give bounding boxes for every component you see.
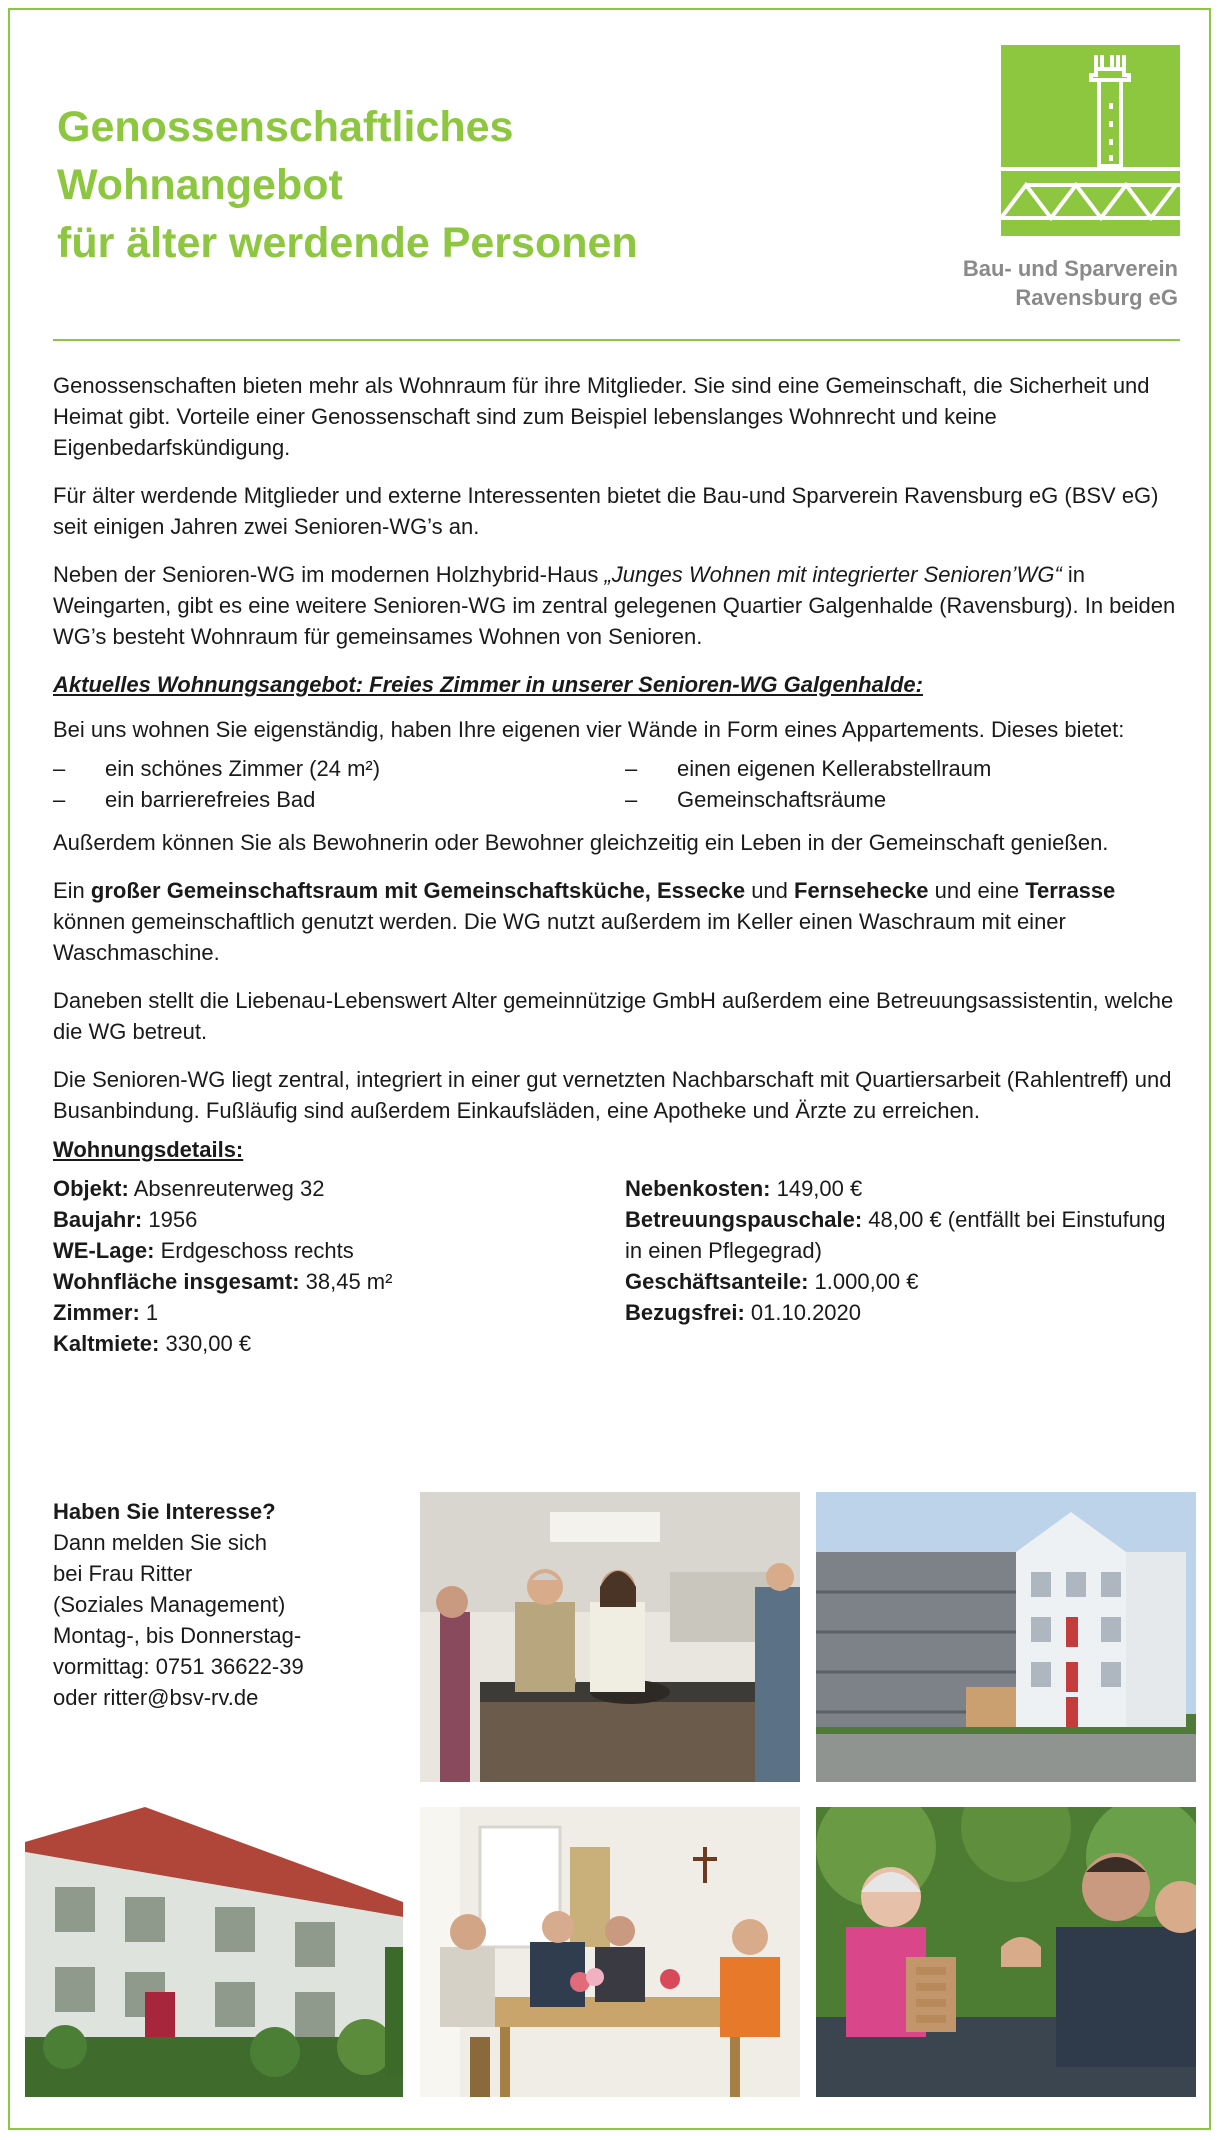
section-heading: Aktuelles Wohnungsangebot: Freies Zimmer in unserer Senioren-WG Galgenhalde: [53,672,923,697]
contact-line: Dann melden Sie sich [53,1530,268,1555]
project-name: „Junges Wohnen mit integrierter Senioren’WG“ [604,562,1062,587]
detail-row: Zimmer: 1 [53,1300,159,1325]
contact-heading: Haben Sie Interesse? [53,1499,276,1524]
title-line: Wohnangebot [57,161,343,209]
detail-row: Betreuungspauschale: 48,00 € (entfällt bei Einstufung in einen Pflegegrad) [625,1207,1166,1263]
detail-row: WE-Lage: Erdgeschoss rechts [53,1238,354,1263]
contact-line: (Soziales Management) [53,1592,286,1617]
details-left [53,1173,625,1359]
title-line: Genossenschaftliches [57,103,514,151]
list-item: – ein schönes Zimmer (24 m²) [53,756,381,781]
divider [53,339,1180,341]
photo-modern-building [816,1492,1196,1782]
wg-paragraph: Neben der Senioren-WG im modernen Holzhybrid-Haus „Junges Wohnen mit integrierter Senioren’WG“ in Weingarten, gibt es eine weitere Senioren-WG im zentral gelegenen Quartier Galgenhalde (Ravensburg). In beiden WG’s besteht Wohnraum für gemeinsames Wohnen von Senioren. [53,562,1176,649]
community-paragraph: Außerdem können Sie als Bewohnerin oder Bewohner gleichzeitig ein Leben in der Gemeinschaft genießen. [53,830,1109,855]
details-right [625,1173,1178,1359]
contact-line: vormittag: 0751 36622-39 [53,1654,304,1679]
photo-garden-game [816,1807,1196,2097]
detail-row: Bezugsfrei: 01.10.2020 [625,1300,862,1325]
title-line: für älter werdende Personen [57,219,638,267]
photo-dining-room [420,1807,800,2097]
list-item: – ein barrierefreies Bad [53,787,316,812]
contact-email[interactable]: oder ritter@bsv-rv.de [53,1685,259,1710]
intro-paragraph: Genossenschaften bieten mehr als Wohnraum für ihre Mitglieder. Sie sind eine Gemeinschaft, die Sicherheit und Heimat gibt. Vorteile einer Genossenschaft sind zum Beispiel lebenslanges Wohnrecht und keine Eigenbedarfskündigung. [53,373,1150,460]
detail-row: Baujahr: 1956 [53,1207,198,1232]
detail-row: Geschäftsanteile: 1.000,00 € [625,1269,919,1294]
logo-line: Ravensburg eG [1015,285,1178,310]
care-paragraph: Daneben stellt die Liebenau-Lebenswert Alter gemeinnützige GmbH außerdem eine Betreuungsassistentin, welche die WG betreut. [53,988,1174,1044]
detail-row: Kaltmiete: 330,00 € [53,1331,252,1356]
list-item: – einen eigenen Kellerabstellraum [625,756,992,781]
main-content [53,370,1178,1359]
details-grid [53,1173,1178,1359]
photo-building-galgenhalde [25,1807,403,2097]
detail-row: Wohnfläche insgesamt: 38,45 m² [53,1269,393,1294]
feature-list [53,753,1178,815]
contact-line: bei Frau Ritter [53,1561,193,1586]
logo-wordmark [963,254,1178,312]
contact-line: Montag-, bis Donnerstag- [53,1623,302,1648]
details-heading: Wohnungsdetails: [53,1137,244,1162]
offer-paragraph: Für älter werdende Mitglieder und externe Interessenten bietet die Bau-und Sparverein Ravensburg eG (BSV eG) seit einigen Jahren zwei Senioren-WG’s an. [53,483,1159,539]
photo-kitchen [420,1492,800,1782]
detail-row: Nebenkosten: 149,00 € [625,1176,863,1201]
detail-row: Objekt: Absenreuterweg 32 [53,1176,325,1201]
facilities-paragraph: Ein großer Gemeinschaftsraum mit Gemeinschaftsküche, Essecke und Fernsehecke und eine Terrasse können gemeinschaftlich genutzt werden. Die WG nutzt außerdem im Keller einen Waschraum mit einer Waschmaschine. [53,878,1116,965]
logo-line: Bau- und Sparverein [962,256,1178,281]
apartment-paragraph: Bei uns wohnen Sie eigenständig, haben Ihre eigenen vier Wände in Form eines Appartements. Dieses bietet: [53,717,1125,742]
contact-block [53,1496,393,1713]
bsv-logo [1001,45,1180,236]
list-item: – Gemeinschaftsräume [625,787,887,812]
location-paragraph: Die Senioren-WG liegt zentral, integriert in einer gut vernetzten Nachbarschaft mit Quartiersarbeit (Rahlentreff) und Busanbindung. Fußläufig sind außerdem Einkaufsläden, eine Apotheke und Ärzte zu erreichen. [53,1067,1172,1123]
page-title [57,98,638,272]
